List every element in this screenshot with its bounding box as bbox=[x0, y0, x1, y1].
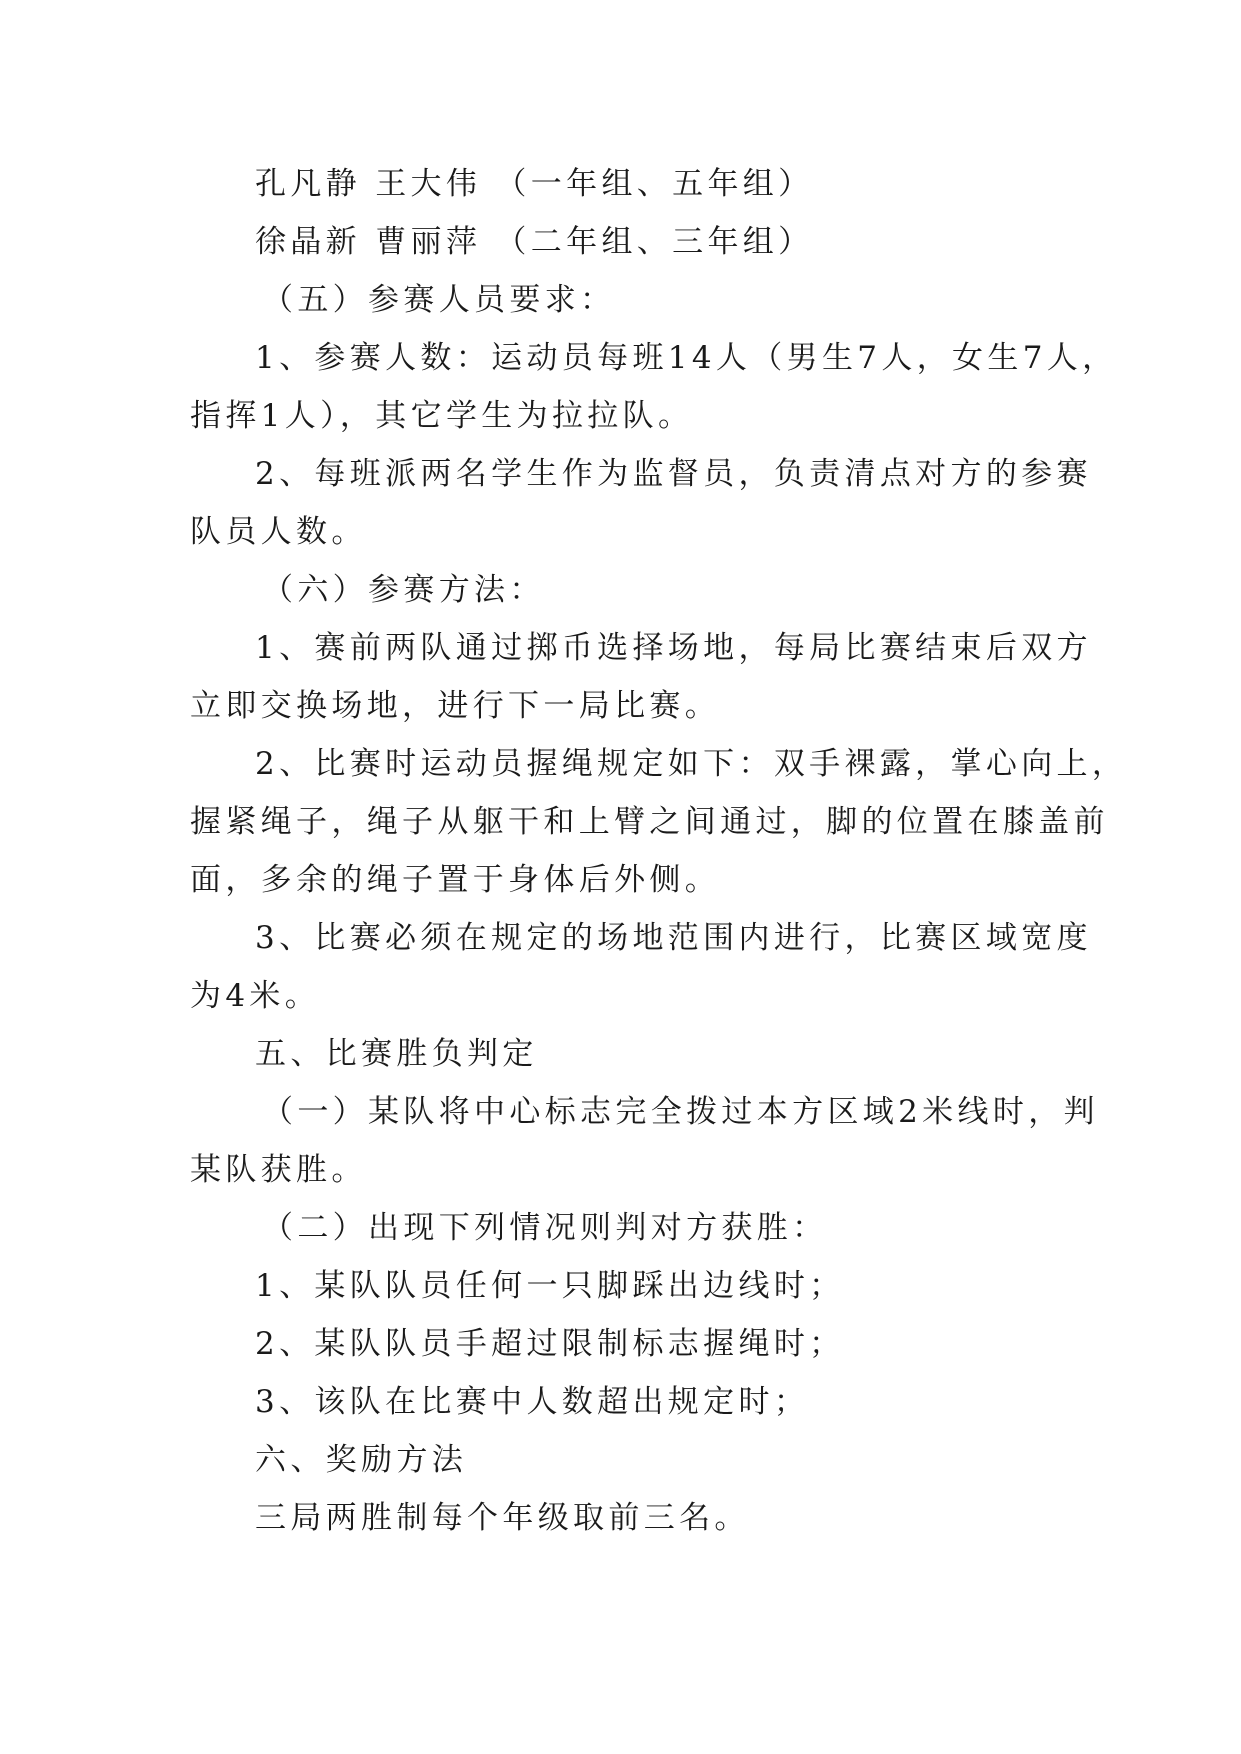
section-heading-win-loss: 五、比赛胜负判定 bbox=[255, 1036, 538, 1072]
section-heading-participant-requirements: （五）参赛人员要求： bbox=[262, 282, 616, 318]
paragraph-line: 为4米。 bbox=[190, 978, 321, 1014]
paragraph-line: 立即交换场地，进行下一局比赛。 bbox=[190, 688, 721, 724]
paragraph-line: 队员人数。 bbox=[190, 514, 367, 550]
paragraph-line: （二）出现下列情况则判对方获胜： bbox=[262, 1210, 828, 1246]
section-heading-competition-method: （六）参赛方法： bbox=[262, 572, 545, 608]
paragraph-line: 2、比赛时运动员握绳规定如下：双手裸露，掌心向上， bbox=[255, 746, 1128, 782]
staff-line-2: 徐晶新 曹丽萍 （二年组、三年组） bbox=[255, 224, 814, 260]
list-item: 3、该队在比赛中人数超出规定时； bbox=[255, 1384, 810, 1420]
paragraph-line: 1、参赛人数：运动员每班14人（男生7人，女生7人， bbox=[255, 340, 1118, 376]
paragraph-line: 1、赛前两队通过掷币选择场地，每局比赛结束后双方 bbox=[255, 630, 1092, 666]
paragraph-line: 面，多余的绳子置于身体后外侧。 bbox=[190, 862, 721, 898]
paragraph-line: 某队获胜。 bbox=[190, 1152, 367, 1188]
paragraph-line: 指挥1人），其它学生为拉拉队。 bbox=[190, 398, 694, 434]
paragraph-line: （一）某队将中心标志完全拨过本方区域2米线时，判 bbox=[262, 1094, 1099, 1130]
staff-line-1: 孔凡静 王大伟 （一年组、五年组） bbox=[255, 166, 814, 202]
paragraph-line: 2、每班派两名学生作为监督员，负责清点对方的参赛 bbox=[255, 456, 1092, 492]
list-item: 1、某队队员任何一只脚踩出边线时； bbox=[255, 1268, 845, 1304]
paragraph-line: 三局两胜制每个年级取前三名。 bbox=[255, 1500, 750, 1536]
section-heading-rewards: 六、奖励方法 bbox=[255, 1442, 468, 1478]
list-item: 2、某队队员手超过限制标志握绳时； bbox=[255, 1326, 845, 1362]
paragraph-line: 3、比赛必须在规定的场地范围内进行，比赛区域宽度 bbox=[255, 920, 1092, 956]
paragraph-line: 握紧绳子，绳子从躯干和上臂之间通过，脚的位置在膝盖前 bbox=[190, 804, 1109, 840]
